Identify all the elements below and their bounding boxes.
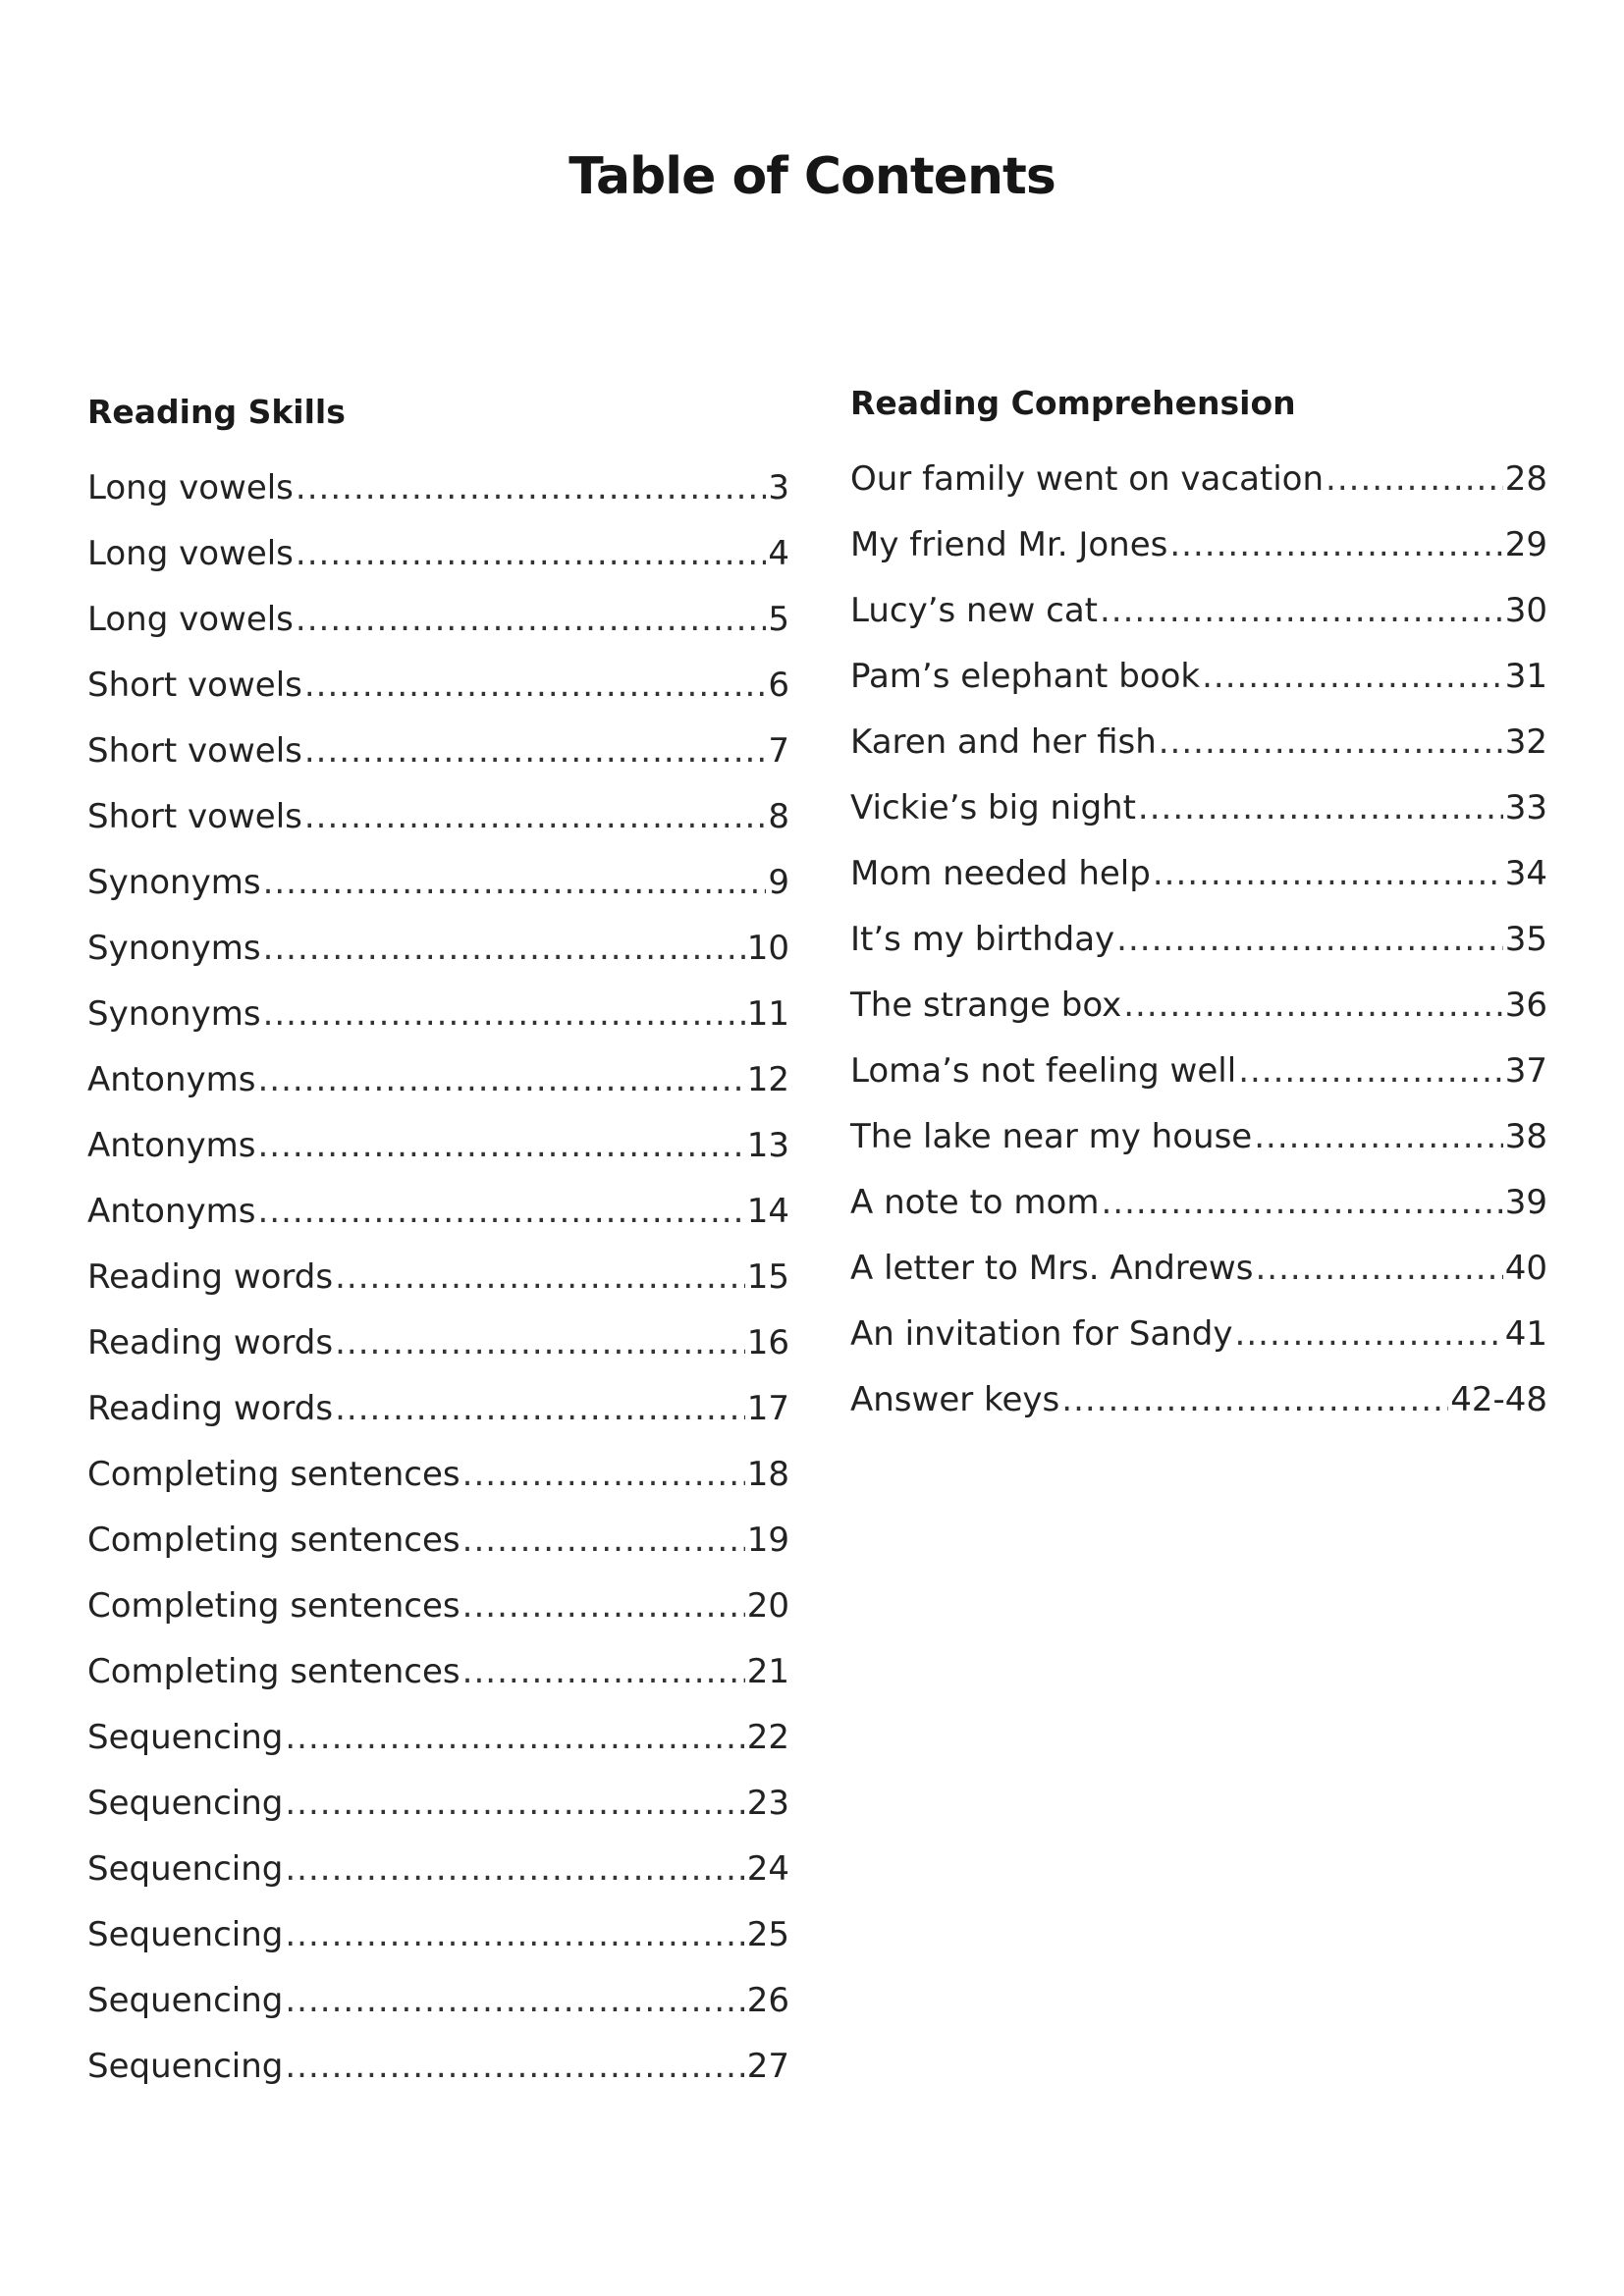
toc-entry-label: Mom needed help (850, 854, 1151, 893)
dot-leader (1101, 1170, 1502, 1236)
dot-leader (1153, 841, 1503, 907)
dot-leader (257, 1047, 744, 1113)
dot-leader (335, 1310, 745, 1376)
toc-entry-page-number: 38 (1504, 1117, 1547, 1156)
dot-leader (263, 850, 767, 916)
toc-entry-page-number: 31 (1504, 657, 1547, 696)
toc-entry-page-number: 28 (1504, 459, 1547, 499)
dot-leader (1202, 644, 1503, 710)
toc-entry (87, 1771, 789, 1837)
toc-entry-page-number: 11 (746, 994, 789, 1034)
toc-entry-page-number: 35 (1504, 920, 1547, 959)
toc-entry (87, 1902, 789, 1968)
toc-entry (87, 2034, 789, 2100)
dot-leader (285, 1771, 744, 1837)
toc-entry-page-number: 10 (746, 929, 789, 968)
dot-leader (335, 1376, 745, 1442)
toc-entry-page-number: 18 (746, 1455, 789, 1494)
toc-entry (87, 1508, 789, 1574)
page-title: Table of Contents (568, 147, 1056, 206)
toc-entry (87, 916, 789, 982)
dot-leader (257, 1179, 744, 1245)
toc-entry-label: Vickie’s big night (850, 788, 1136, 828)
dot-leader (1235, 1302, 1503, 1367)
toc-entry (850, 1236, 1547, 1302)
toc-entry-page-number: 3 (768, 468, 789, 507)
dot-leader (296, 587, 766, 653)
toc-entry (850, 710, 1547, 775)
toc-entry (87, 1310, 789, 1376)
toc-entry-label: Antonyms (87, 1126, 256, 1165)
dot-leader (285, 1837, 744, 1902)
dot-leader (1238, 1039, 1503, 1104)
toc-entry-label: Short vowels (87, 666, 302, 705)
toc-entry-label: Antonyms (87, 1060, 256, 1099)
toc-entry (87, 1442, 789, 1508)
toc-entry (850, 1367, 1547, 1433)
toc-entry-label: An invitation for Sandy (850, 1314, 1233, 1354)
toc-entry-page-number: 30 (1504, 591, 1547, 630)
toc-entry (87, 1376, 789, 1442)
toc-entry (87, 1179, 789, 1245)
toc-entry-page-number: 34 (1504, 854, 1547, 893)
toc-entry-label: Loma’s not feeling well (850, 1051, 1237, 1091)
toc-entry (850, 841, 1547, 907)
toc-entry-label: Antonyms (87, 1192, 256, 1231)
toc-entry-label: Sequencing (87, 1784, 284, 1823)
toc-entry-label: Sequencing (87, 2047, 284, 2086)
dot-leader (1100, 578, 1503, 644)
dot-leader (285, 1705, 744, 1771)
toc-entry (87, 784, 789, 850)
toc-entry-label: Short vowels (87, 797, 302, 836)
toc-entry-page-number: 14 (746, 1192, 789, 1231)
dot-leader (1159, 710, 1503, 775)
toc-entry-page-number: 9 (768, 863, 789, 902)
dot-leader (1116, 907, 1503, 973)
toc-entry-label: Sequencing (87, 1849, 284, 1889)
dot-leader (304, 719, 767, 784)
toc-entry-label: My friend Mr. Jones (850, 525, 1168, 564)
dot-leader (1123, 973, 1503, 1039)
toc-entry (87, 653, 789, 719)
toc-entry-label: Karen and her fish (850, 722, 1157, 762)
toc-entry (87, 1047, 789, 1113)
dot-leader (1326, 447, 1503, 512)
toc-entry-page-number: 21 (746, 1652, 789, 1691)
toc-entry (850, 578, 1547, 644)
toc-entry-label: Sequencing (87, 1718, 284, 1757)
dot-leader (1254, 1104, 1503, 1170)
dot-leader (296, 521, 766, 587)
toc-entry (87, 1705, 789, 1771)
dot-leader (257, 1113, 744, 1179)
dot-leader (285, 1968, 744, 2034)
reading-skills-column (87, 391, 789, 2100)
toc-entry-page-number: 26 (746, 1981, 789, 2020)
toc-entry-label: Sequencing (87, 1915, 284, 1954)
toc-entry-page-number: 32 (1504, 722, 1547, 762)
toc-entry (850, 1302, 1547, 1367)
toc-entry-label: It’s my birthday (850, 920, 1115, 959)
toc-entry-label: Lucy’s new cat (850, 591, 1098, 630)
dot-leader (462, 1508, 745, 1574)
toc-entry-label: Sequencing (87, 1981, 284, 2020)
toc-entry-page-number: 20 (746, 1586, 789, 1626)
toc-entry-label: Short vowels (87, 731, 302, 771)
dot-leader (462, 1639, 745, 1705)
toc-entry-label: Completing sentences (87, 1455, 460, 1494)
toc-entry-label: A note to mom (850, 1183, 1100, 1222)
dot-leader (263, 982, 745, 1047)
toc-entry-page-number: 40 (1504, 1249, 1547, 1288)
toc-entry-page-number: 29 (1504, 525, 1547, 564)
toc-entry-page-number: 6 (768, 666, 789, 705)
toc-entry (87, 1245, 789, 1310)
toc-entry (87, 455, 789, 521)
toc-entry-page-number: 7 (768, 731, 789, 771)
toc-entry-page-number: 22 (746, 1718, 789, 1757)
toc-entry-page-number: 27 (746, 2047, 789, 2086)
toc-entry-page-number: 16 (746, 1323, 789, 1362)
toc-entry-page-number: 4 (768, 534, 789, 573)
toc-entry-page-number: 23 (746, 1784, 789, 1823)
toc-entry-label: The lake near my house (850, 1117, 1253, 1156)
toc-entry-page-number: 42-48 (1450, 1380, 1547, 1419)
toc-entry-label: Long vowels (87, 468, 294, 507)
toc-entry-label: Synonyms (87, 929, 261, 968)
toc-entry-page-number: 8 (768, 797, 789, 836)
toc-entry-page-number: 36 (1504, 986, 1547, 1025)
dot-leader (1138, 775, 1503, 841)
dot-leader (304, 653, 767, 719)
toc-entry (87, 982, 789, 1047)
toc-entry-page-number: 12 (746, 1060, 789, 1099)
toc-entry-label: Reading words (87, 1389, 334, 1428)
toc-entry-label: Answer keys (850, 1380, 1060, 1419)
dot-leader (263, 916, 745, 982)
toc-entry-page-number: 15 (746, 1257, 789, 1297)
reading-comprehension-column (850, 382, 1547, 1433)
toc-entry-page-number: 33 (1504, 788, 1547, 828)
toc-entry-label: Completing sentences (87, 1586, 460, 1626)
toc-entry-label: Synonyms (87, 863, 261, 902)
toc-entry (850, 775, 1547, 841)
toc-entry (850, 907, 1547, 973)
toc-entry-page-number: 13 (746, 1126, 789, 1165)
toc-entry (87, 1113, 789, 1179)
toc-entry (87, 1574, 789, 1639)
toc-list-reading-comprehension (850, 447, 1547, 1433)
dot-leader (462, 1574, 745, 1639)
toc-entry-label: A letter to Mrs. Andrews (850, 1249, 1254, 1288)
toc-entry (850, 512, 1547, 578)
toc-entry (850, 973, 1547, 1039)
toc-entry (87, 587, 789, 653)
toc-entry-label: Synonyms (87, 994, 261, 1034)
toc-entry (850, 644, 1547, 710)
dot-leader (1169, 512, 1502, 578)
toc-entry (87, 1968, 789, 2034)
toc-entry (87, 719, 789, 784)
toc-list-reading-skills (87, 455, 789, 2100)
toc-entry (87, 1837, 789, 1902)
dot-leader (285, 1902, 744, 1968)
toc-entry (87, 1639, 789, 1705)
toc-entry (87, 850, 789, 916)
toc-entry-page-number: 37 (1504, 1051, 1547, 1091)
dot-leader (304, 784, 767, 850)
toc-entry-label: Reading words (87, 1257, 334, 1297)
dot-leader (1061, 1367, 1448, 1433)
dot-leader (296, 455, 766, 521)
dot-leader (335, 1245, 745, 1310)
dot-leader (462, 1442, 745, 1508)
section-heading-reading-skills: Reading Skills (87, 393, 346, 431)
toc-entry-label: Completing sentences (87, 1521, 460, 1560)
toc-entry-page-number: 5 (768, 600, 789, 639)
toc-entry-page-number: 17 (746, 1389, 789, 1428)
section-heading-reading-comprehension: Reading Comprehension (850, 384, 1296, 422)
toc-entry-page-number: 39 (1504, 1183, 1547, 1222)
toc-entry-label: Pam’s elephant book (850, 657, 1201, 696)
toc-entry-label: Completing sentences (87, 1652, 460, 1691)
toc-entry-label: Long vowels (87, 600, 294, 639)
toc-entry-page-number: 41 (1504, 1314, 1547, 1354)
toc-entry-label: Reading words (87, 1323, 334, 1362)
dot-leader (285, 2034, 744, 2100)
toc-entry-page-number: 24 (746, 1849, 789, 1889)
toc-entry-label: Our family went on vacation (850, 459, 1325, 499)
toc-entry-page-number: 19 (746, 1521, 789, 1560)
toc-entry (850, 1039, 1547, 1104)
toc-entry-label: Long vowels (87, 534, 294, 573)
dot-leader (1255, 1236, 1502, 1302)
toc-entry-page-number: 25 (746, 1915, 789, 1954)
toc-entry (850, 1170, 1547, 1236)
toc-entry-label: The strange box (850, 986, 1122, 1025)
toc-entry (850, 447, 1547, 512)
toc-entry (87, 521, 789, 587)
toc-entry (850, 1104, 1547, 1170)
